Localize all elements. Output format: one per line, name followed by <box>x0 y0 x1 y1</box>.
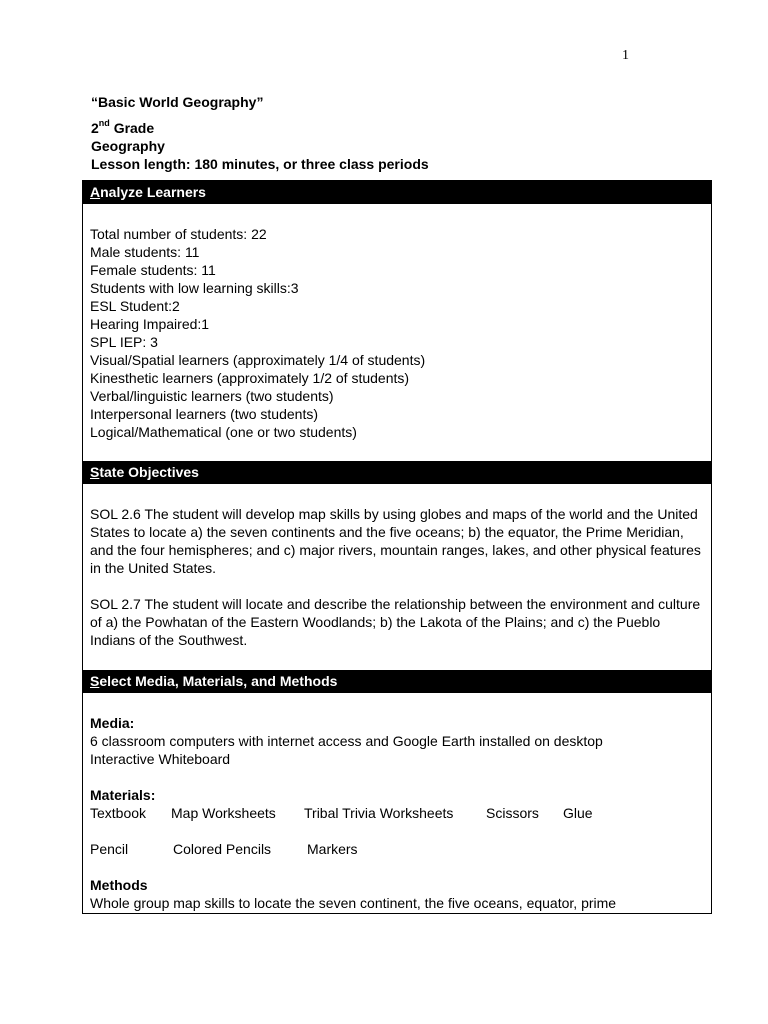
materials-row <box>90 840 703 858</box>
learner-line: Students with low learning skills:3 <box>90 280 299 296</box>
learner-line: Hearing Impaired:1 <box>90 316 210 332</box>
materials-label: Materials: <box>90 787 156 803</box>
media-materials-methods-section <box>83 693 711 912</box>
material-item: Colored Pencils <box>173 841 272 857</box>
learner-line: Kinesthetic learners (approximately 1/2 of students) <box>90 370 410 386</box>
analyze-learners-section <box>83 204 711 461</box>
material-item: Scissors <box>486 805 539 821</box>
grade-word: Grade <box>113 120 155 136</box>
material-item: Pencil <box>90 841 129 857</box>
learner-line: Total number of students: 22 <box>90 226 267 242</box>
lesson-plan-table <box>82 180 712 914</box>
objective-sol-2-7: SOL 2.7 The student will locate and describe the relationship between the environment and culture of a) the Powhatan of the Eastern Woodlands; b) the Lakota of the Plains; and c) the Pueblo Indians of the Southwest. <box>90 596 701 648</box>
grade-line <box>91 119 429 137</box>
media-header-rest: elect Media, Materials, and Methods <box>99 673 338 689</box>
state-objectives-section <box>83 484 711 670</box>
media-materials-methods-header <box>83 670 711 693</box>
media-label: Media: <box>90 715 135 731</box>
materials-row <box>90 804 703 822</box>
material-item: Markers <box>307 841 358 857</box>
material-item: Map Worksheets <box>171 805 276 821</box>
analyze-learners-header <box>83 181 711 204</box>
analyze-header-initial: A <box>90 184 101 200</box>
media-line: Interactive Whiteboard <box>90 751 231 767</box>
lesson-length: Lesson length: 180 minutes, or three class periods <box>91 156 429 172</box>
page-number: 1 <box>622 48 629 63</box>
learner-line: Male students: 11 <box>90 244 200 260</box>
material-item: Glue <box>563 805 593 821</box>
material-item: Tribal Trivia Worksheets <box>304 805 454 821</box>
objective-sol-2-6: SOL 2.6 The student will develop map skills by using globes and maps of the world and the United States to locate a) the seven continents and the five oceans; b) the equator, the Prime Meridian, and the four hemispheres; and c) major rivers, mountain ranges, lakes, and other physical features in the United States. <box>90 506 701 576</box>
state-objectives-header <box>83 461 711 484</box>
objectives-header-initial: S <box>90 464 100 480</box>
learner-line: SPL IEP: 3 <box>90 334 158 350</box>
lesson-header <box>91 93 429 173</box>
objectives-header-rest: tate Objectives <box>99 464 199 480</box>
subject-line: Geography <box>91 138 165 154</box>
media-line: 6 classroom computers with internet access and Google Earth installed on desktop <box>90 733 603 749</box>
learner-line: Interpersonal learners (two students) <box>90 406 318 422</box>
material-item: Textbook <box>90 805 147 821</box>
media-header-initial: S <box>90 673 100 689</box>
analyze-header-rest: nalyze Learners <box>100 184 206 200</box>
grade-number: 2 <box>91 120 99 136</box>
learner-line: Verbal/linguistic learners (two students) <box>90 388 334 404</box>
learner-line: Female students: 11 <box>90 262 216 278</box>
learner-line: Logical/Mathematical (one or two students) <box>90 424 357 440</box>
grade-suffix: nd <box>98 118 110 129</box>
lesson-title: “Basic World Geography” <box>91 94 264 110</box>
learner-line: Visual/Spatial learners (approximately 1/4 of students) <box>90 352 426 368</box>
methods-label: Methods <box>90 877 148 893</box>
methods-text: Whole group map skills to locate the seven continent, the five oceans, equator, prime <box>90 895 617 911</box>
learner-line: ESL Student:2 <box>90 298 180 314</box>
